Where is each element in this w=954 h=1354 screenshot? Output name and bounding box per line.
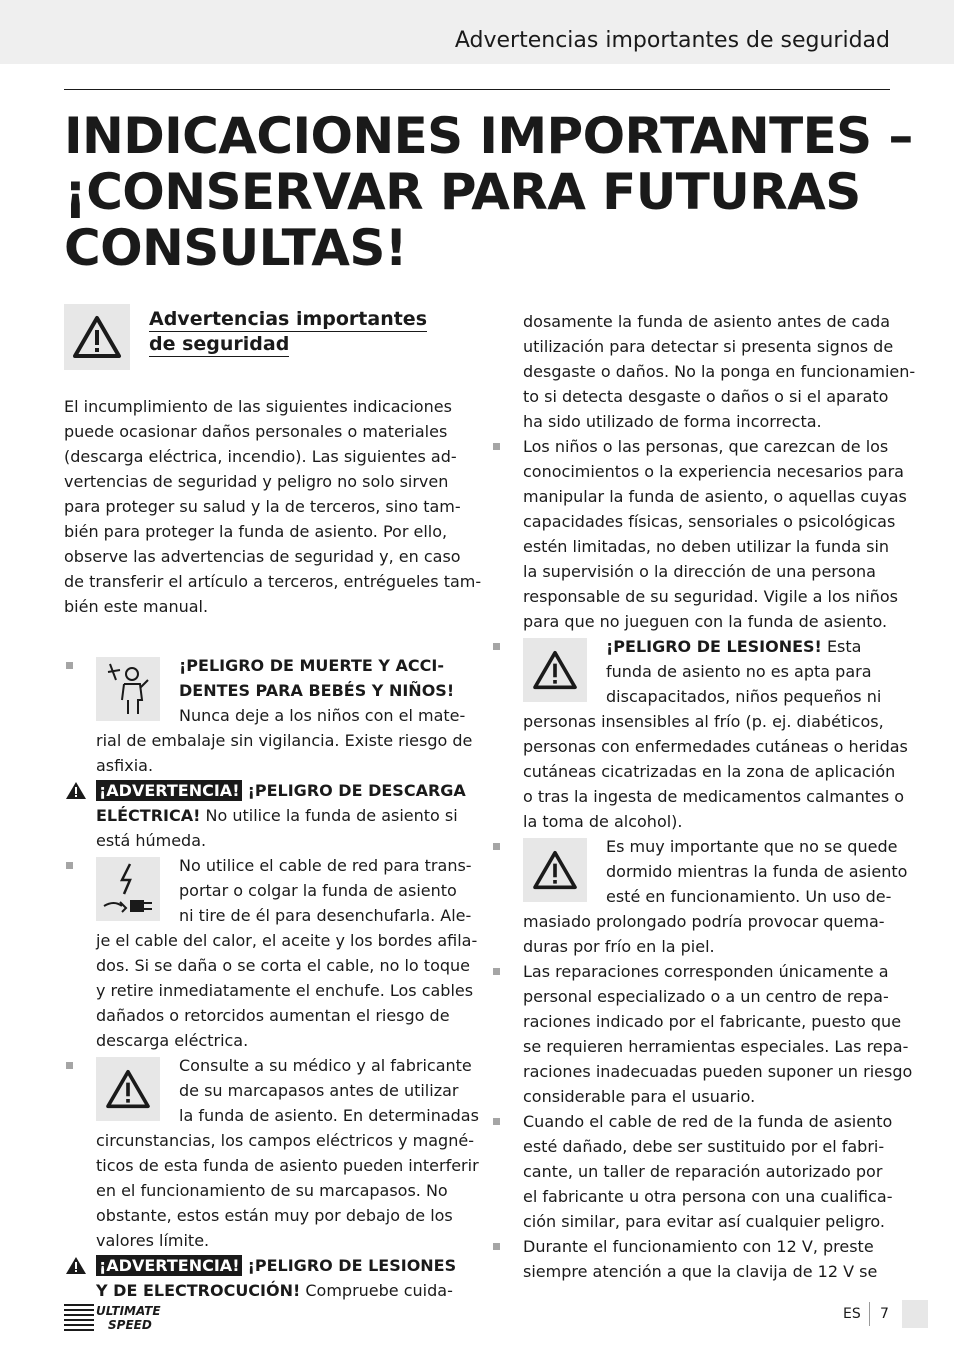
child-suffocation-icon bbox=[96, 657, 160, 721]
page-title bbox=[64, 107, 913, 277]
warning-triangle-icon bbox=[65, 781, 87, 807]
right-column bbox=[491, 309, 916, 1284]
footer-tab bbox=[902, 1300, 928, 1328]
page-number: 7 bbox=[880, 1306, 889, 1322]
header-rule bbox=[64, 89, 890, 90]
list-item-warning-injury: ¡ADVERTENCIA! ¡PELIGRO DE LESIONES Y DE ELECTROCUCIÓN! Compruebe cuida- bbox=[64, 1253, 464, 1303]
list-item-cable: No utilice el cable de red para trans- portar o colgar la funda de asiento ni tire de él para desenchufarla. Ale- je el cable del calor, el aceite y los bordes afila- dos. Si se daña o se corta el cable, no lo toque y retire inmediatamente el enchufe. Los cables dañados o retorcidos aumentan el riesgo de descarga eléctrica. bbox=[64, 853, 464, 1053]
bullet-square bbox=[66, 662, 73, 669]
warning-badge: ¡ADVERTENCIA! bbox=[96, 780, 242, 801]
warning-triangle-icon bbox=[96, 1057, 160, 1121]
list-item-warning-electric: ¡ADVERTENCIA! ¡PELIGRO DE DESCARGA ELÉCTRICA! No utilice la funda de asiento si está húmeda. bbox=[64, 778, 464, 853]
bullet-square bbox=[493, 843, 500, 850]
section-title: Advertencias importantes de seguridad bbox=[149, 308, 428, 355]
bullet-square bbox=[66, 1062, 73, 1069]
left-column bbox=[64, 304, 482, 1303]
bullet-square bbox=[493, 643, 500, 650]
list-item-repairs: Las reparaciones corresponden únicamente a personal especializado o a un centro de repa- raciones indicado por el fabricante, puesto que se requieren herramientas especiales. Las repa- raciones inadecuadas pueden suponer un riesgo considerable para el usuario. bbox=[491, 959, 890, 1109]
header-title: Advertencias importantes de seguridad bbox=[454, 28, 890, 53]
warning-badge: ¡ADVERTENCIA! bbox=[96, 1255, 242, 1276]
bullet-square bbox=[493, 968, 500, 975]
warning-triangle-icon bbox=[523, 838, 587, 902]
bullet-square bbox=[493, 1243, 500, 1250]
intro-paragraph: El incumplimiento de las siguientes indicaciones puede ocasionar daños personales o materiales (descarga eléctrica, incendio). Las siguientes ad- vertencias de seguridad y peligro no solo sirven para proteger su salud y la de terceros, sino tam- bién para proteger la funda de asiento. Por ello, observe las advertencias de seguridad y, en caso de transferir el artículo a terceros, entrégueles tam- bién este manual. bbox=[64, 397, 482, 616]
list-item-pacemaker: Consulte a su médico y al fabricante de su marcapasos antes de utilizar la funda de asiento. En determinadas circunstancias, los campos eléctricos y magné- ticos de esta funda de asiento pueden interferir en el funcionamiento de su marcapasos. No obstante, estos están muy por debajo de los valores límite. bbox=[64, 1053, 464, 1253]
warning-triangle-icon bbox=[64, 304, 130, 370]
bullet-square bbox=[493, 1118, 500, 1125]
warning-triangle-icon bbox=[65, 1256, 87, 1282]
list-item-sleep: Es muy importante que no se quede dormido mientras la funda de asiento esté en funcionamiento. Un uso de- masiado prolongado podría provocar quema- duras por frío en la piel. bbox=[491, 834, 890, 959]
page-title-line: ¡CONSERVAR PARA FUTURAS bbox=[64, 163, 861, 221]
footer-divider bbox=[869, 1302, 870, 1326]
list-item-kids: Los niños o las personas, que carezcan de los conocimientos o la experiencia necesarios para manipular la funda de asiento, o aquellas cuyas capacidades físicas, sensoriales o psicológicas estén limitadas, no deben utilizar la funda sin la supervisión o la dirección de una persona responsable de su seguridad. Vigile a los niños para que no jueguen con la funda de asiento. bbox=[491, 434, 890, 634]
list-item-volt: Durante el funcionamiento con 12 V, preste siempre atención a que la clavija de 12 V se bbox=[491, 1234, 890, 1284]
page-title-line: CONSULTAS! bbox=[64, 219, 407, 277]
list-item-children: ¡PELIGRO DE MUERTE Y ACCI- DENTES PARA BEBÉS Y NIÑOS! Nunca deje a los niños con el mate- rial de embalaje sin vigilancia. Existe riesgo de asfixia. bbox=[64, 653, 464, 778]
brand-logo-bottom: SPEED bbox=[108, 1318, 152, 1332]
cable-electric-shock-icon bbox=[96, 857, 160, 921]
bullet-square bbox=[66, 862, 73, 869]
brand-logo bbox=[64, 1302, 162, 1336]
section-header bbox=[64, 304, 464, 384]
brand-logo-top: ULTIMATE bbox=[96, 1304, 161, 1318]
language-code: ES bbox=[843, 1306, 861, 1322]
bullet-square bbox=[493, 443, 500, 450]
page-title-line: INDICACIONES IMPORTANTES – bbox=[64, 107, 913, 165]
list-item-cord: Cuando el cable de red de la funda de asiento esté dañado, debe ser sustituido por el fabri- cante, un taller de reparación autorizado por el fabricante u otra persona con una cualifica- ción similar, para evitar así cualquier peligro. bbox=[491, 1109, 890, 1234]
list-item-injury: ¡PELIGRO DE LESIONES! Esta funda de asiento no es apta para discapacitados, niños pequeños ni personas insensibles al frío (p. ej. diabéticos, personas con enfermedades cutáneas o heridas cutáneas cicatrizadas en la zona de aplicación o tras la ingesta de medicamentos calmantes o la toma de alcohol). bbox=[491, 634, 890, 834]
list-item-continuation: dosamente la funda de asiento antes de cada utilización para detectar si presenta signos de desgaste o daños. No la ponga en funcionamien- to si detecta desgaste o daños o si el aparato ha sido utilizado de forma incorrecta. bbox=[523, 312, 916, 431]
warning-triangle-icon bbox=[523, 638, 587, 702]
